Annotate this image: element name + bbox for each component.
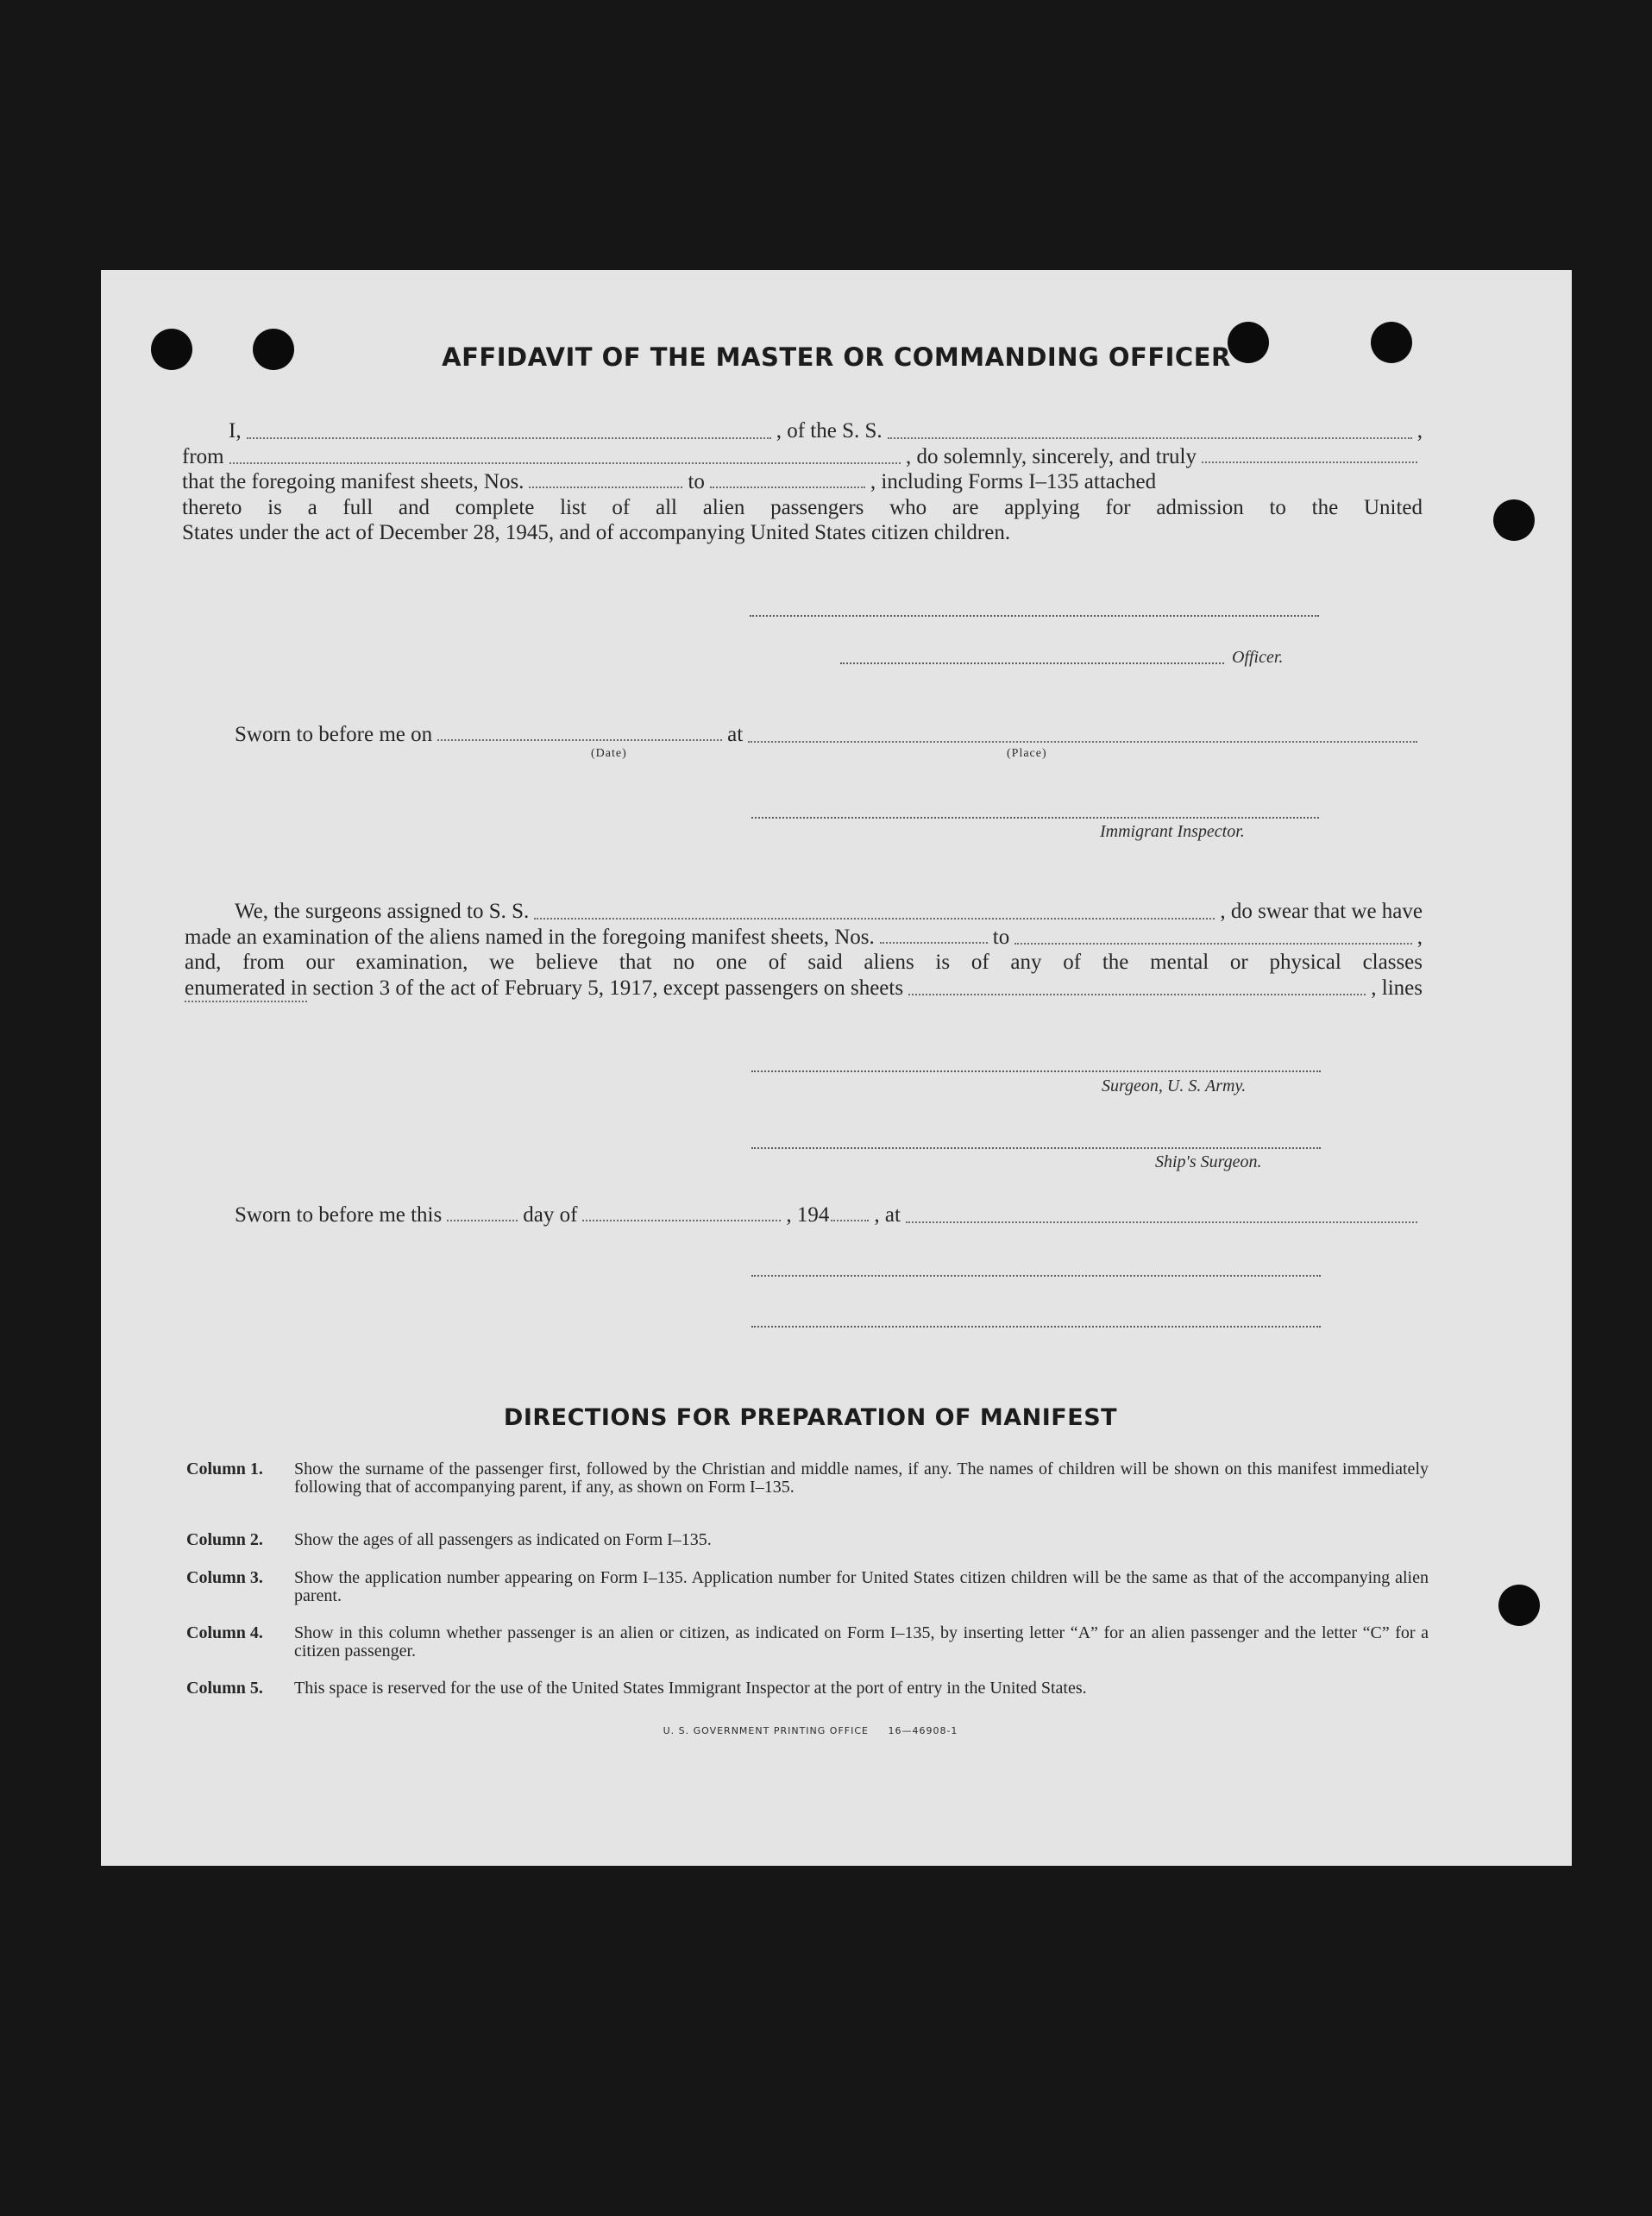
punch-hole [1498, 1585, 1540, 1626]
column-label: Column 4. [186, 1623, 263, 1642]
column-text: Show the ages of all passengers as indicated on Form I–135. [294, 1530, 712, 1549]
affidavit-paragraph [182, 418, 1423, 546]
sheet-to-field[interactable] [710, 487, 865, 488]
ship-surgeon-caption: Ship's Surgeon. [1155, 1152, 1262, 1171]
affidavit-title: AFFIDAVIT OF THE MASTER OR COMMANDING OFFICER [442, 342, 1231, 372]
column-text: This space is reserved for the use of the United States Immigrant Inspector at the port of entry in the United States. [294, 1679, 1087, 1698]
text-segment: , at [874, 1203, 901, 1227]
direction-row [186, 1679, 1429, 1717]
affidavit-line-2 [182, 444, 1423, 470]
affidavit-line-3 [182, 469, 1423, 495]
officer-signature-line[interactable] [840, 662, 1224, 664]
text-segment: to [688, 470, 705, 493]
truly-field[interactable] [1202, 461, 1417, 463]
text-segment: , [1416, 419, 1423, 443]
direction-row [186, 1569, 1429, 1607]
surgeons-sworn-row [235, 1202, 1423, 1228]
punch-hole [1493, 499, 1535, 541]
text-segment: at [727, 723, 744, 746]
except-sheets-field[interactable] [908, 994, 1366, 995]
text-segment: , 194 [786, 1203, 830, 1227]
lines-field[interactable] [185, 1001, 307, 1002]
affidavit-line-1 [182, 418, 1423, 444]
surgeons-sworn-line [235, 1202, 1423, 1228]
master-signature-line[interactable] [750, 615, 1319, 617]
surgeons-sworn-place-field[interactable] [906, 1221, 1417, 1223]
text-segment: , do solemnly, sincerely, and truly [906, 444, 1197, 468]
surgeons-line-4 [185, 976, 1423, 1001]
sworn-row [235, 722, 1423, 748]
directions-title: DIRECTIONS FOR PREPARATION OF MANIFEST [503, 1404, 1118, 1431]
text-segment: from [182, 444, 224, 468]
signature-line-1[interactable] [751, 1275, 1321, 1277]
column-text: Show the application number appearing on Form I–135. Application number for United States citizen children will be the same as that of the accompanying alien parent. [294, 1568, 1429, 1605]
column-label: Column 5. [186, 1679, 263, 1698]
place-caption: (Place) [1007, 747, 1047, 760]
signature-line-2[interactable] [751, 1326, 1321, 1328]
ship-name-field[interactable] [888, 437, 1412, 439]
text-segment: , including Forms I–135 attached [870, 470, 1157, 493]
text-segment: day of [523, 1203, 578, 1227]
surgeons-line-1 [185, 899, 1423, 925]
column-label: Column 1. [186, 1460, 263, 1478]
column-label: Column 2. [186, 1530, 263, 1549]
inspector-caption: Immigrant Inspector. [1100, 822, 1245, 841]
text-segment: enumerated in section 3 of the act of February 5, 1917, except passengers on sheets [185, 976, 904, 1000]
column-text: Show the surname of the passenger first, followed by the Christian and middle names, if any. The names of children will be shown on this manifest immediately following that of accompanying parent, if any, as shown on Form I–135. [294, 1460, 1429, 1497]
text-segment: , [1416, 925, 1423, 949]
army-surgeon-signature-line[interactable] [751, 1070, 1321, 1072]
sworn-month-field[interactable] [582, 1220, 781, 1221]
sworn-day-field[interactable] [447, 1220, 518, 1221]
sheet-from-field[interactable] [529, 487, 682, 488]
sworn-line [235, 722, 1423, 748]
surgeon-ship-field[interactable] [534, 918, 1215, 920]
inspector-signature-line[interactable] [751, 817, 1319, 819]
affidavit-line-4: thereto is a full and complete list of all alien passengers who are applying for admission to the United [182, 495, 1423, 519]
text-segment: We, the surgeons assigned to S. S. [235, 900, 530, 923]
text-segment: that the foregoing manifest sheets, Nos. [182, 470, 524, 493]
ship-surgeon-signature-line[interactable] [751, 1147, 1321, 1149]
direction-row [186, 1460, 1429, 1516]
army-surgeon-caption: Surgeon, U. S. Army. [1102, 1077, 1247, 1095]
surgeons-line-3: and, from our examination, we believe that no one of said aliens is of any of the mental or physical classes [185, 951, 1423, 974]
surgeons-line-2 [185, 925, 1423, 951]
text-segment: Sworn to before me this [235, 1203, 443, 1227]
sworn-date-field[interactable] [437, 739, 722, 741]
column-label: Column 3. [186, 1568, 263, 1587]
text-segment: , lines [1371, 976, 1423, 1000]
surgeons-paragraph [185, 899, 1423, 1002]
from-port-field[interactable] [229, 462, 901, 464]
sworn-year-field[interactable] [831, 1220, 869, 1221]
printing-office-footer: U. S. GOVERNMENT PRINTING OFFICE 16—46908-1 [663, 1725, 958, 1736]
text-segment: I, [229, 419, 242, 443]
date-caption: (Date) [591, 747, 627, 760]
sworn-place-field[interactable] [748, 741, 1417, 743]
master-name-field[interactable] [247, 437, 771, 439]
surgeon-sheet-from-field[interactable] [880, 942, 988, 944]
text-segment: made an examination of the aliens named in the foregoing manifest sheets, Nos. [185, 925, 875, 949]
form-sheet [101, 270, 1572, 1866]
column-text: Show in this column whether passenger is an alien or citizen, as indicated on Form I–135, by inserting letter “A” for an alien passenger and the letter “C” for a citizen passenger. [294, 1623, 1429, 1660]
text-segment: to [992, 925, 1010, 949]
text-segment: , of the S. S. [776, 419, 883, 443]
surgeons-line-5 [185, 1001, 1423, 1002]
affidavit-line-5: States under the act of December 28, 1945, and of accompanying United States citizen children. [182, 521, 1011, 544]
surgeon-sheet-to-field[interactable] [1014, 943, 1412, 945]
text-segment: , do swear that we have [1220, 900, 1423, 923]
officer-caption: Officer. [1232, 648, 1284, 667]
direction-row [186, 1531, 1429, 1552]
direction-row [186, 1624, 1429, 1662]
text-segment: Sworn to before me on [235, 723, 433, 746]
